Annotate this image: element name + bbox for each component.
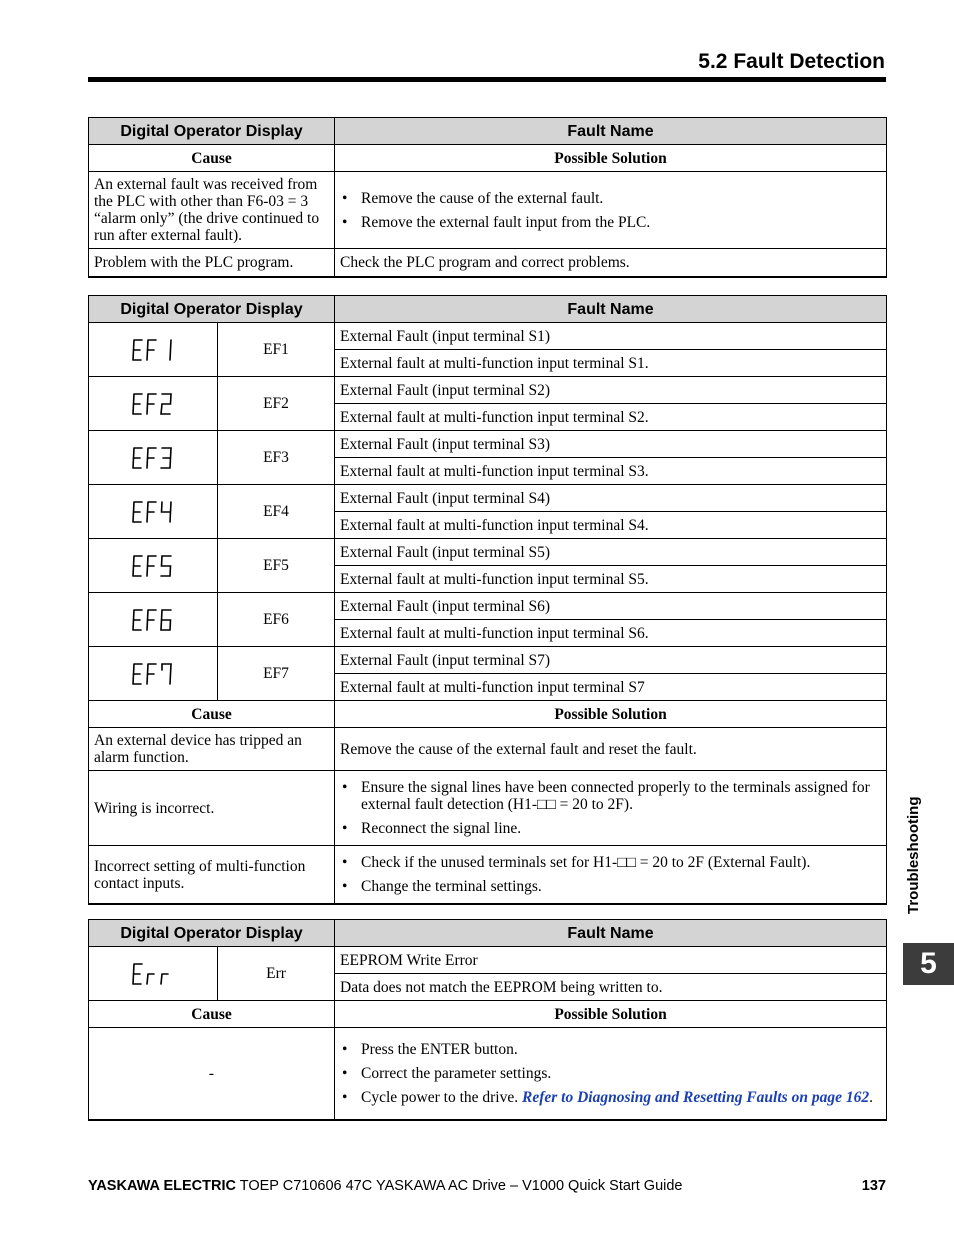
fault-row-ef3 [89, 431, 887, 458]
seg-glyph-ef5 [131, 554, 175, 578]
solution-cell: Check the PLC program and correct problems. [335, 249, 887, 277]
fault-table-err [88, 919, 887, 1121]
header-rule [88, 77, 886, 82]
segment-display-ef2 [89, 377, 218, 431]
fault-row-ef2 [89, 377, 887, 404]
col-header-fault-name: Fault Name [335, 920, 887, 947]
seg-glyph-ef4 [131, 500, 175, 524]
footer-doc-title: TOEP C710606 47C YASKAWA AC Drive – V1000 Quick Start Guide [235, 1178, 683, 1194]
seg-glyph-err [131, 962, 175, 986]
seg-glyph-ef6 [131, 608, 175, 632]
fault-row-ef1 [89, 323, 887, 350]
fault-name: External Fault (input terminal S5) [335, 539, 887, 566]
fault-name: External Fault (input terminal S2) [335, 377, 887, 404]
table-row [89, 846, 887, 905]
fault-name: EEPROM Write Error [335, 947, 887, 974]
solution-text: Cycle power to the drive. [361, 1088, 522, 1106]
fault-code: EF1 [218, 323, 335, 377]
solution-item: • Change the terminal settings. [340, 878, 881, 895]
fault-row-err [89, 947, 887, 974]
fault-row-ef7 [89, 647, 887, 674]
section-title: 5.2 Fault Detection [698, 50, 885, 73]
col-header-display: Digital Operator Display [89, 118, 335, 145]
seg-glyph-ef3 [131, 446, 175, 470]
col-header-cause: Cause [89, 701, 335, 728]
fault-code: EF6 [218, 593, 335, 647]
col-header-solution: Possible Solution [335, 1001, 887, 1028]
solution-item [340, 1089, 881, 1106]
solution-item: • Ensure the signal lines have been connected properly to the terminals assigned for external fault detection (H1-□□ = 20 to 2F). [340, 779, 881, 813]
cross-reference-link[interactable]: Refer to Diagnosing and Resetting Faults on page 162 [522, 1088, 870, 1106]
solution-item: • Remove the cause of the external fault. [340, 190, 881, 207]
table-row [89, 771, 887, 846]
solution-item: • Reconnect the signal line. [340, 820, 881, 837]
fault-row-ef4 [89, 485, 887, 512]
solution-text: . [869, 1088, 873, 1106]
cause-cell: - [89, 1028, 335, 1120]
table-row [89, 728, 887, 771]
chapter-side-label: Troubleshooting [905, 796, 922, 914]
segment-display-err [89, 947, 218, 1001]
solution-cell [335, 771, 887, 846]
solution-cell [335, 172, 887, 249]
segment-display-ef4 [89, 485, 218, 539]
table-row [89, 249, 887, 277]
solution-cell [335, 846, 887, 905]
fault-code: EF7 [218, 647, 335, 701]
cause-cell: Wiring is incorrect. [89, 771, 335, 846]
col-header-solution: Possible Solution [335, 145, 887, 172]
col-header-solution: Possible Solution [335, 701, 887, 728]
segment-display-ef1 [89, 323, 218, 377]
solution-item: • Check if the unused terminals set for H1-□□ = 20 to 2F (External Fault). [340, 854, 881, 871]
fault-code: EF5 [218, 539, 335, 593]
table-row [89, 172, 887, 249]
col-header-cause: Cause [89, 1001, 335, 1028]
seg-glyph-ef2 [131, 392, 175, 416]
col-header-fault-name: Fault Name [335, 296, 887, 323]
fault-name: External Fault (input terminal S1) [335, 323, 887, 350]
fault-name: External Fault (input terminal S3) [335, 431, 887, 458]
fault-description: External fault at multi-function input terminal S2. [335, 404, 887, 431]
col-header-fault-name: Fault Name [335, 118, 887, 145]
fault-table-ef [88, 295, 887, 905]
seg-glyph-ef7 [131, 662, 175, 686]
segment-display-ef6 [89, 593, 218, 647]
fault-code: EF2 [218, 377, 335, 431]
fault-description: External fault at multi-function input terminal S5. [335, 566, 887, 593]
chapter-tab: 5 [903, 943, 954, 985]
segment-display-ef3 [89, 431, 218, 485]
table-row [89, 1028, 887, 1120]
col-header-display: Digital Operator Display [89, 296, 335, 323]
cause-cell: Problem with the PLC program. [89, 249, 335, 277]
fault-description: External fault at multi-function input terminal S4. [335, 512, 887, 539]
segment-display-ef7 [89, 647, 218, 701]
segment-display-ef5 [89, 539, 218, 593]
col-header-display: Digital Operator Display [89, 920, 335, 947]
solution-cell: Remove the cause of the external fault and reset the fault. [335, 728, 887, 771]
fault-name: External Fault (input terminal S4) [335, 485, 887, 512]
solution-cell [335, 1028, 887, 1120]
fault-description: External fault at multi-function input terminal S6. [335, 620, 887, 647]
fault-description: External fault at multi-function input terminal S1. [335, 350, 887, 377]
fault-name: External Fault (input terminal S6) [335, 593, 887, 620]
col-header-cause: Cause [89, 145, 335, 172]
page-number: 137 [861, 1178, 886, 1194]
fault-code: EF3 [218, 431, 335, 485]
solution-item: • Remove the external fault input from the PLC. [340, 214, 881, 231]
fault-row-ef6 [89, 593, 887, 620]
fault-description: External fault at multi-function input terminal S3. [335, 458, 887, 485]
fault-code: Err [218, 947, 335, 1001]
page-footer [88, 1178, 886, 1194]
fault-code: EF4 [218, 485, 335, 539]
cause-cell: An external fault was received from the PLC with other than F6-03 = 3 “alarm only” (the drive continued to run after external fault). [89, 172, 335, 249]
fault-name: External Fault (input terminal S7) [335, 647, 887, 674]
cause-cell: Incorrect setting of multi-function contact inputs. [89, 846, 335, 905]
footer-company: YASKAWA ELECTRIC [88, 1178, 236, 1194]
solution-item: • Correct the parameter settings. [340, 1065, 881, 1082]
fault-description: External fault at multi-function input terminal S7 [335, 674, 887, 701]
cause-cell: An external device has tripped an alarm function. [89, 728, 335, 771]
fault-table-plc [88, 117, 887, 278]
seg-glyph-ef1 [131, 338, 175, 362]
solution-item: • Press the ENTER button. [340, 1041, 881, 1058]
fault-row-ef5 [89, 539, 887, 566]
fault-description: Data does not match the EEPROM being written to. [335, 974, 887, 1001]
